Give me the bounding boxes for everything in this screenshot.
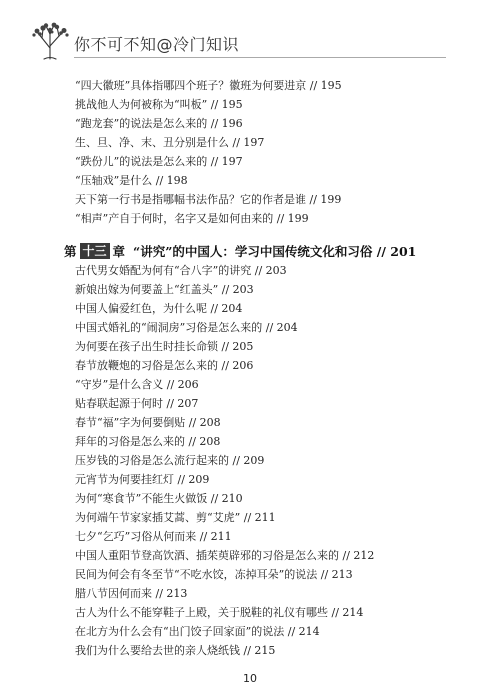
toc-entry[interactable]: “四大徽班”具体指哪四个班子？徽班为何要进京 // 195 (75, 79, 342, 92)
page-number: 10 (243, 672, 257, 685)
toc-entry[interactable]: 挑战他人为何被称为“叫板” // 195 (75, 98, 243, 111)
toc-entry[interactable]: 贴春联起源于何时 // 207 (75, 397, 199, 410)
toc-entry[interactable]: 元宵节为何要挂红灯 // 209 (75, 473, 210, 486)
toc-entry[interactable]: 古代男女婚配为何有“合八字”的讲究 // 203 (75, 264, 287, 277)
toc-entry[interactable]: 七夕“乞巧”习俗从何而来 // 211 (75, 530, 232, 543)
toc-entry[interactable]: 春节放鞭炮的习俗是怎么来的 // 206 (75, 359, 254, 372)
chapter-suffix: 章 (112, 244, 126, 259)
toc-entry[interactable]: 腊八节因何而来 // 213 (75, 587, 188, 600)
toc-entry[interactable]: “跌份儿”的说法是怎么来的 // 197 (75, 155, 243, 168)
toc-entry[interactable]: 生、旦、净、末、丑分别是什么 // 197 (75, 136, 265, 149)
toc-entry[interactable]: “跑龙套”的说法是怎么来的 // 196 (75, 117, 243, 130)
toc-entry[interactable]: 为何要在孩子出生时挂长命锁 // 205 (75, 340, 254, 353)
chapter-number: 十三 (80, 243, 110, 259)
toc-entry[interactable]: 天下第一行书是指哪幅书法作品？它的作者是谁 // 199 (75, 193, 342, 206)
chapter-title: “讲究”的中国人：学习中国传统文化和习俗 // 201 (133, 244, 417, 259)
toc-entry[interactable]: 拜年的习俗是怎么来的 // 208 (75, 435, 221, 448)
chapter-heading[interactable] (64, 242, 416, 260)
chapter-prefix: 第 (64, 244, 77, 259)
toc-entry[interactable]: 民间为何会有冬至节“不吃水饺，冻掉耳朵”的说法 // 213 (75, 568, 353, 581)
toc-entry[interactable]: “相声”产自于何时，名字又是如何由来的 // 199 (75, 212, 309, 225)
toc-entry[interactable]: 我们为什么要给去世的亲人烧纸钱 // 215 (75, 644, 276, 657)
toc-entry[interactable]: 中国人重阳节登高饮酒、插茱萸辟邪的习俗是怎么来的 // 212 (75, 549, 375, 562)
toc-entry[interactable]: 为何端午节家家插艾蒿、剪“艾虎” // 211 (75, 511, 276, 524)
toc-entry[interactable]: 为何“寒食节”不能生火做饭 // 210 (75, 492, 243, 505)
page-header (0, 0, 500, 66)
toc-entry[interactable]: “守岁”是什么含义 // 206 (75, 378, 199, 391)
toc-entry[interactable]: 压岁钱的习俗是怎么流行起来的 // 209 (75, 454, 265, 467)
toc-entry[interactable]: 古人为什么不能穿鞋子上殿，关于脱鞋的礼仪有哪些 // 214 (75, 606, 364, 619)
toc-entry[interactable]: 中国式婚礼的“闹洞房”习俗是怎么来的 // 204 (75, 321, 298, 334)
toc-entry[interactable]: “压轴戏”是什么 // 198 (75, 174, 188, 187)
toc-entry[interactable]: 在北方为什么会有“出门饺子回家面”的说法 // 214 (75, 625, 320, 638)
toc-entry[interactable]: 新娘出嫁为何要盖上“红盖头” // 203 (75, 283, 254, 296)
book-title: 你不可不知@冷门知识 (74, 35, 240, 54)
tree-icon (30, 22, 70, 60)
toc-entry[interactable]: 春节“福”字为何要倒贴 // 208 (75, 416, 221, 429)
header-divider (74, 57, 446, 58)
toc-entry[interactable]: 中国人偏爱红色，为什么呢 // 204 (75, 302, 243, 315)
